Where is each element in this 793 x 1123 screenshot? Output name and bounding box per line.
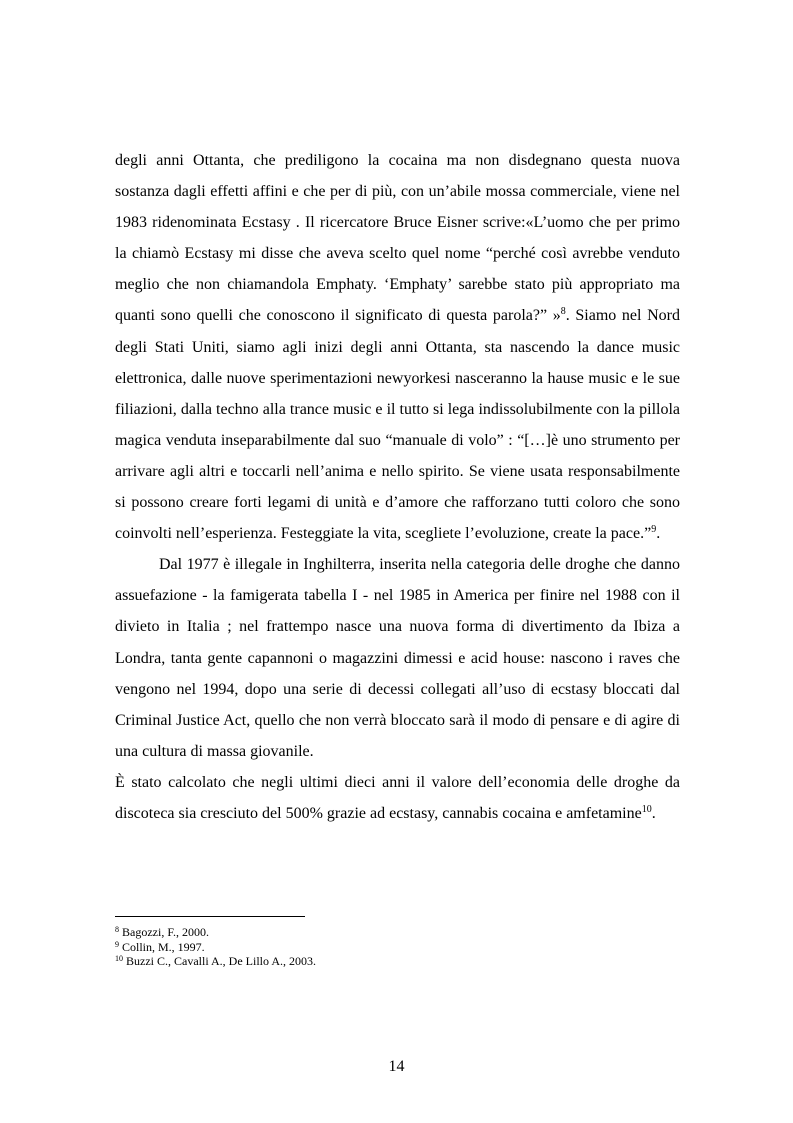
footnote-separator	[115, 916, 305, 917]
paragraph-3	[115, 767, 680, 829]
body-text	[115, 145, 680, 829]
page-number: 14	[388, 1058, 405, 1075]
footnote-9	[115, 940, 680, 955]
footnote-9-text: Collin, M., 1997.	[119, 939, 205, 954]
paragraph-1	[115, 145, 680, 549]
paragraph-3-text-a: È stato calcolato che negli ultimi dieci anni il valore dell’economia delle droghe da discoteca sia cresciuto del 500% grazie ad ecstasy, cannabis cocaina e amfetamine	[115, 773, 680, 822]
footnote-mark-10: 10	[115, 954, 123, 963]
footnote-ref-9[interactable]: 9	[651, 524, 657, 536]
footnote-mark-9: 9	[115, 939, 119, 949]
paragraph-1-text-c: .	[656, 525, 661, 543]
footnote-mark-8: 8	[115, 925, 119, 934]
paragraph-1-text-a: degli anni Ottanta, che prediligono la cocaina ma non disdegnano questa nuova sostanza dagli effetti affini e che per di più, con un’abile mossa commerciale, viene nel 1983 ridenominata Ecstasy . Il ricercatore Bruce Eisner scrive:«L’uomo che per primo la chiamò Ecstasy mi disse che aveva scelto quel nome “perché così avrebbe venduto meglio che non chiamandola Emphaty. ‘Emphaty’ sarebbe stato più appropriato ma quanti sono quelli che conoscono il significato di questa parola?” »	[115, 152, 680, 325]
paragraph-1-text-b: . Siamo nel Nord degli Stati Uniti, siamo agli inizi degli anni Ottanta, sta nascendo la dance music elettronica, dalle nuove sperimentazioni newyorkesi nasceranno la hause music e le sue filiazioni, dalla techno alla trance music e il tutto si lega indissolubilmente con la pillola magica venduta inseparabilmente dal suo “manuale di volo” : “[…]è uno strumento per arrivare agli altri e toccarli nell’anima e nello spirito. Se viene usata responsabilmente si possono creare forti legami di unità e d’amore che rafforzano tutti coloro che sono coinvolti nell’esperienza. Festeggiate la vita, scegliete l’evoluzione, create la pace.”	[115, 307, 681, 543]
footnote-8-text: Bagozzi, F., 2000.	[119, 925, 210, 939]
footnote-ref-10[interactable]: 10	[641, 803, 652, 815]
footnote-10-text: Buzzi C., Cavalli A., De Lillo A., 2003.	[123, 954, 316, 968]
footnote-ref-8[interactable]: 8	[560, 306, 566, 318]
footnote-8	[115, 925, 680, 940]
footnote-10	[115, 954, 680, 969]
paragraph-2	[115, 549, 680, 767]
paragraph-2-text: Dal 1977 è illegale in Inghilterra, inserita nella categoria delle droghe che danno assuefazione - la famigerata tabella I - nel 1985 in America per finire nel 1988 con il divieto in Italia ; nel frattempo nasce una nuova forma di divertimento da Ibiza a Londra, tanta gente capannoni o magazzini dimessi e acid house: nascono i raves che vengono nel 1994, dopo una serie di decessi collegati all’uso di ecstasy bloccati dal Criminal Justice Act, quello che non verrà bloccato sarà il modo di pensare e di agire di una cultura di massa giovanile.	[115, 556, 680, 760]
footnotes	[115, 925, 680, 969]
paragraph-3-text-b: .	[651, 804, 656, 822]
